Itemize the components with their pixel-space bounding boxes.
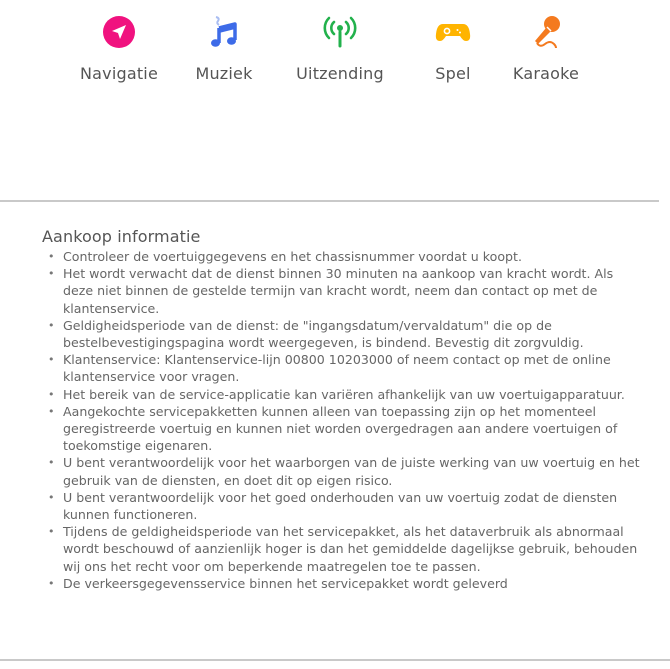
- app-label: Navigatie: [79, 64, 158, 83]
- app-navigatie[interactable]: [64, 14, 174, 83]
- list-item: • Klantenservice: Klantenservice-lijn 00800 10203000 of neem contact op met de online klantenservice voor vragen.: [42, 351, 642, 385]
- divider-top: [0, 200, 659, 202]
- list-item: • Aangekochte servicepakketten kunnen alleen van toepassing zijn op het momenteel geregistreerde voertuig en kunnen niet worden overgedragen aan andere voertuigen of toekomstige eigenaren.: [42, 403, 642, 455]
- divider-bottom: [0, 659, 670, 661]
- navigation-icon: [101, 14, 137, 50]
- app-label: Spel: [435, 64, 471, 83]
- list-item: • U bent verantwoordelijk voor het goed onderhouden van uw voertuig zodat de diensten kunnen functioneren.: [42, 489, 642, 523]
- app-uitzending[interactable]: [285, 14, 395, 83]
- broadcast-icon: [322, 14, 358, 50]
- app-label: Karaoke: [512, 64, 580, 83]
- microphone-icon: [528, 14, 564, 50]
- app-label: Muziek: [195, 64, 253, 83]
- purchase-info-title: Aankoop informatie: [42, 227, 201, 246]
- app-karaoke[interactable]: [491, 14, 601, 83]
- purchase-info-list: [42, 248, 642, 592]
- list-item: • De verkeersgegevensservice binnen het servicepakket wordt geleverd: [42, 575, 642, 592]
- list-item: • U bent verantwoordelijk voor het waarborgen van de juiste werking van uw voertuig en het gebruik van de diensten, en doet dit op eigen risico.: [42, 454, 642, 488]
- gamepad-icon: [435, 14, 471, 50]
- list-item: • Tijdens de geldigheidsperiode van het servicepakket, als het dataverbruik als abnormaal wordt beschouwd of aanzienlijk hoger is dan het gemiddelde dagelijkse gebruik, behouden wij ons het recht voor om beperkende maatregelen toe te passen.: [42, 523, 642, 575]
- list-item: • Controleer de voertuiggegevens en het chassisnummer voordat u koopt.: [42, 248, 642, 265]
- app-label: Uitzending: [296, 64, 384, 83]
- music-note-icon: [206, 14, 242, 50]
- list-item: • Geldigheidsperiode van de dienst: de "ingangsdatum/vervaldatum" die op de bestelbevestigingspagina wordt weergegeven, is bindend. Bevestig dit zorgvuldig.: [42, 317, 642, 351]
- app-grid: [0, 0, 670, 100]
- app-muziek[interactable]: [169, 14, 279, 83]
- list-item: • Het wordt verwacht dat de dienst binnen 30 minuten na aankoop van kracht wordt. Als deze niet binnen de gestelde termijn van kracht wordt, neem dan contact op met de klantenservice.: [42, 265, 642, 317]
- list-item: • Het bereik van de service-applicatie kan variëren afhankelijk van uw voertuigapparatuur.: [42, 386, 642, 403]
- purchase-info-section: [42, 227, 642, 592]
